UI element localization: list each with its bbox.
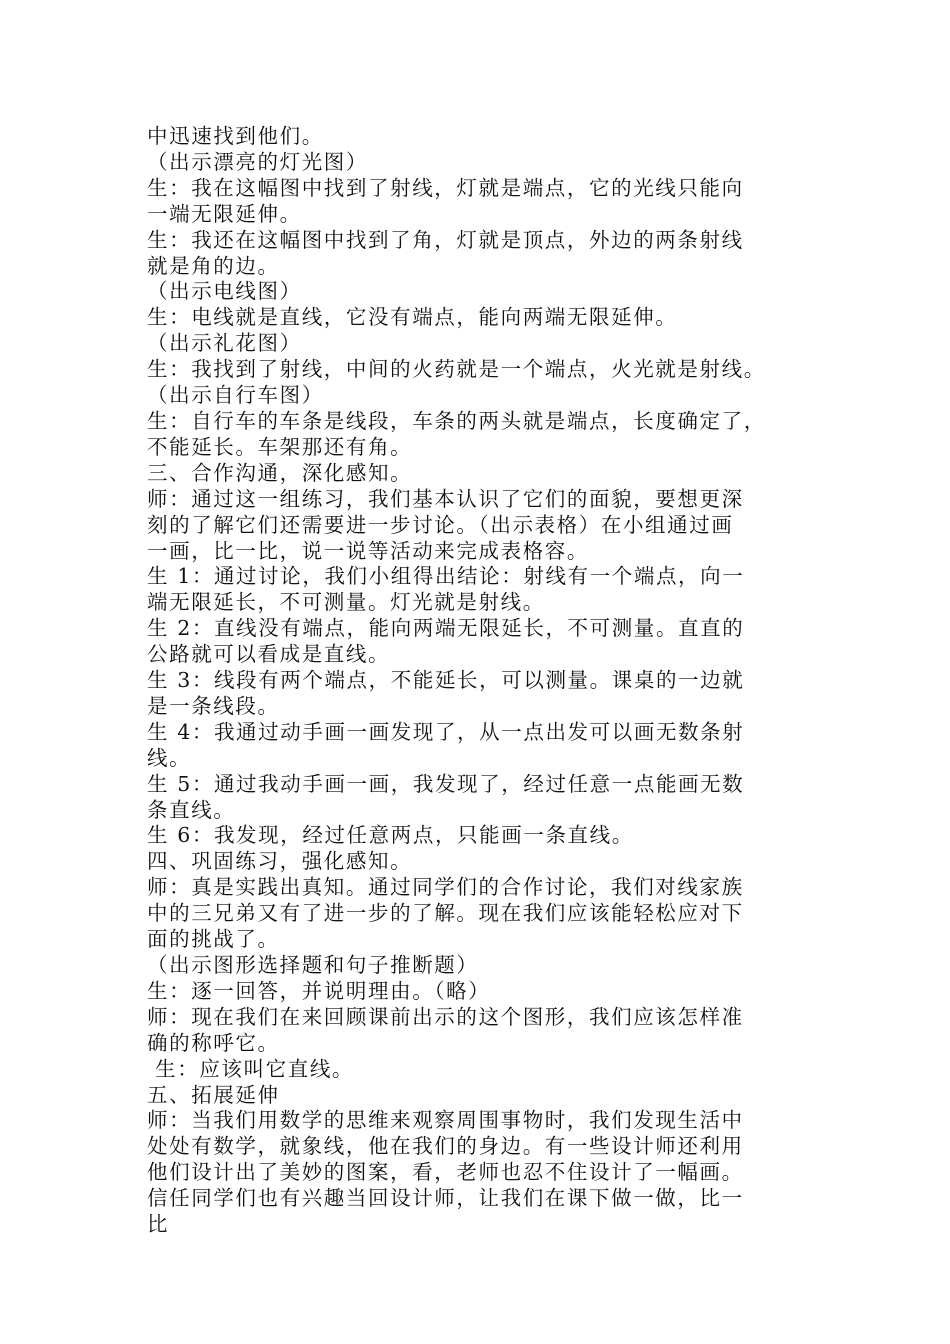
section-heading: 五、拓展延伸 bbox=[147, 1082, 280, 1107]
text-line: 是一条线段。 bbox=[147, 693, 280, 718]
text-line: 生：我在这幅图中找到了射线，灯就是端点，它的光线只能向 bbox=[147, 175, 744, 200]
text-line: （出示自行车图） bbox=[147, 383, 324, 408]
text-line: 不能延长。车架那还有角。 bbox=[147, 434, 413, 459]
text-line: 一画，比一比，说一说等活动来完成表格容。 bbox=[147, 538, 589, 563]
text-line: 师：真是实践出真知。通过同学们的合作讨论，我们对线家族 bbox=[147, 875, 744, 900]
text-line: 生 4：我通过动手画一画发现了，从一点出发可以画无数条射 bbox=[147, 719, 745, 744]
text-line: 他们设计出了美妙的图案，看，老师也忍不住设计了一幅画。 bbox=[147, 1160, 744, 1185]
text-line: 生：应该叫它直线。 bbox=[147, 1056, 355, 1081]
text-line: 生 2：直线没有端点，能向两端无限延长，不可测量。直直的 bbox=[147, 616, 745, 641]
section-heading: 四、巩固练习，强化感知。 bbox=[147, 849, 413, 874]
text-line: 刻的了解它们还需要进一步讨论。（出示表格）在小组通过画 bbox=[147, 512, 734, 537]
text-line: 师：通过这一组练习，我们基本认识了它们的面貌，要想更深 bbox=[147, 486, 744, 511]
document-body bbox=[147, 124, 827, 1238]
text-line: 生：电线就是直线，它没有端点，能向两端无限延伸。 bbox=[147, 305, 678, 330]
text-line: 生：我还在这幅图中找到了角，灯就是顶点，外边的两条射线 bbox=[147, 227, 744, 252]
text-line: 生：我找到了射线，中间的火药就是一个端点，火光就是射线。 bbox=[147, 357, 766, 382]
text-line: 面的挑战了。 bbox=[147, 927, 280, 952]
text-line: 线。 bbox=[147, 745, 192, 770]
text-line: （出示漂亮的灯光图） bbox=[147, 149, 368, 174]
text-line: 师：当我们用数学的思维来观察周围事物时，我们发现生活中 bbox=[147, 1108, 744, 1133]
text-line: 师：现在我们在来回顾课前出示的这个图形，我们应该怎样准 bbox=[147, 1004, 744, 1029]
text-line: （出示图形选择题和句子推断题） bbox=[147, 953, 479, 977]
text-line: 信任同学们也有兴趣当回设计师，让我们在课下做一做，比一 bbox=[147, 1186, 744, 1211]
text-line: 一端无限延伸。 bbox=[147, 201, 302, 226]
section-heading: 三、合作沟通，深化感知。 bbox=[147, 460, 413, 485]
text-line: 处处有数学，就象线，他在我们的身边。有一些设计师还利用 bbox=[147, 1134, 744, 1159]
text-line: 确的称呼它。 bbox=[147, 1030, 280, 1055]
text-line: 生：自行车的车条是线段，车条的两头就是端点，长度确定了， bbox=[147, 408, 766, 433]
text-line: 就是角的边。 bbox=[147, 253, 280, 278]
text-line: （出示电线图） bbox=[147, 279, 302, 304]
text-line: 生 3：线段有两个端点，不能延长，可以测量。课桌的一边就 bbox=[147, 668, 745, 693]
text-line: 条直线。 bbox=[147, 797, 236, 822]
text-line: 端无限延长，不可测量。灯光就是射线。 bbox=[147, 590, 545, 615]
text-line: 生 5：通过我动手画一画，我发现了，经过任意一点能画无数 bbox=[147, 771, 745, 796]
text-line: 生 6：我发现，经过任意两点，只能画一条直线。 bbox=[147, 823, 634, 848]
text-line: 比 bbox=[147, 1212, 170, 1237]
text-line: 中迅速找到他们。 bbox=[147, 124, 324, 148]
text-line: （出示礼花图） bbox=[147, 331, 302, 356]
text-line: 生 1：通过讨论，我们小组得出结论：射线有一个端点，向一 bbox=[147, 564, 745, 589]
text-line: 中的三兄弟又有了进一步的了解。现在我们应该能轻松应对下 bbox=[147, 901, 744, 926]
text-line: 公路就可以看成是直线。 bbox=[147, 642, 391, 667]
text-line: 生：逐一回答，并说明理由。（略） bbox=[147, 978, 491, 1003]
